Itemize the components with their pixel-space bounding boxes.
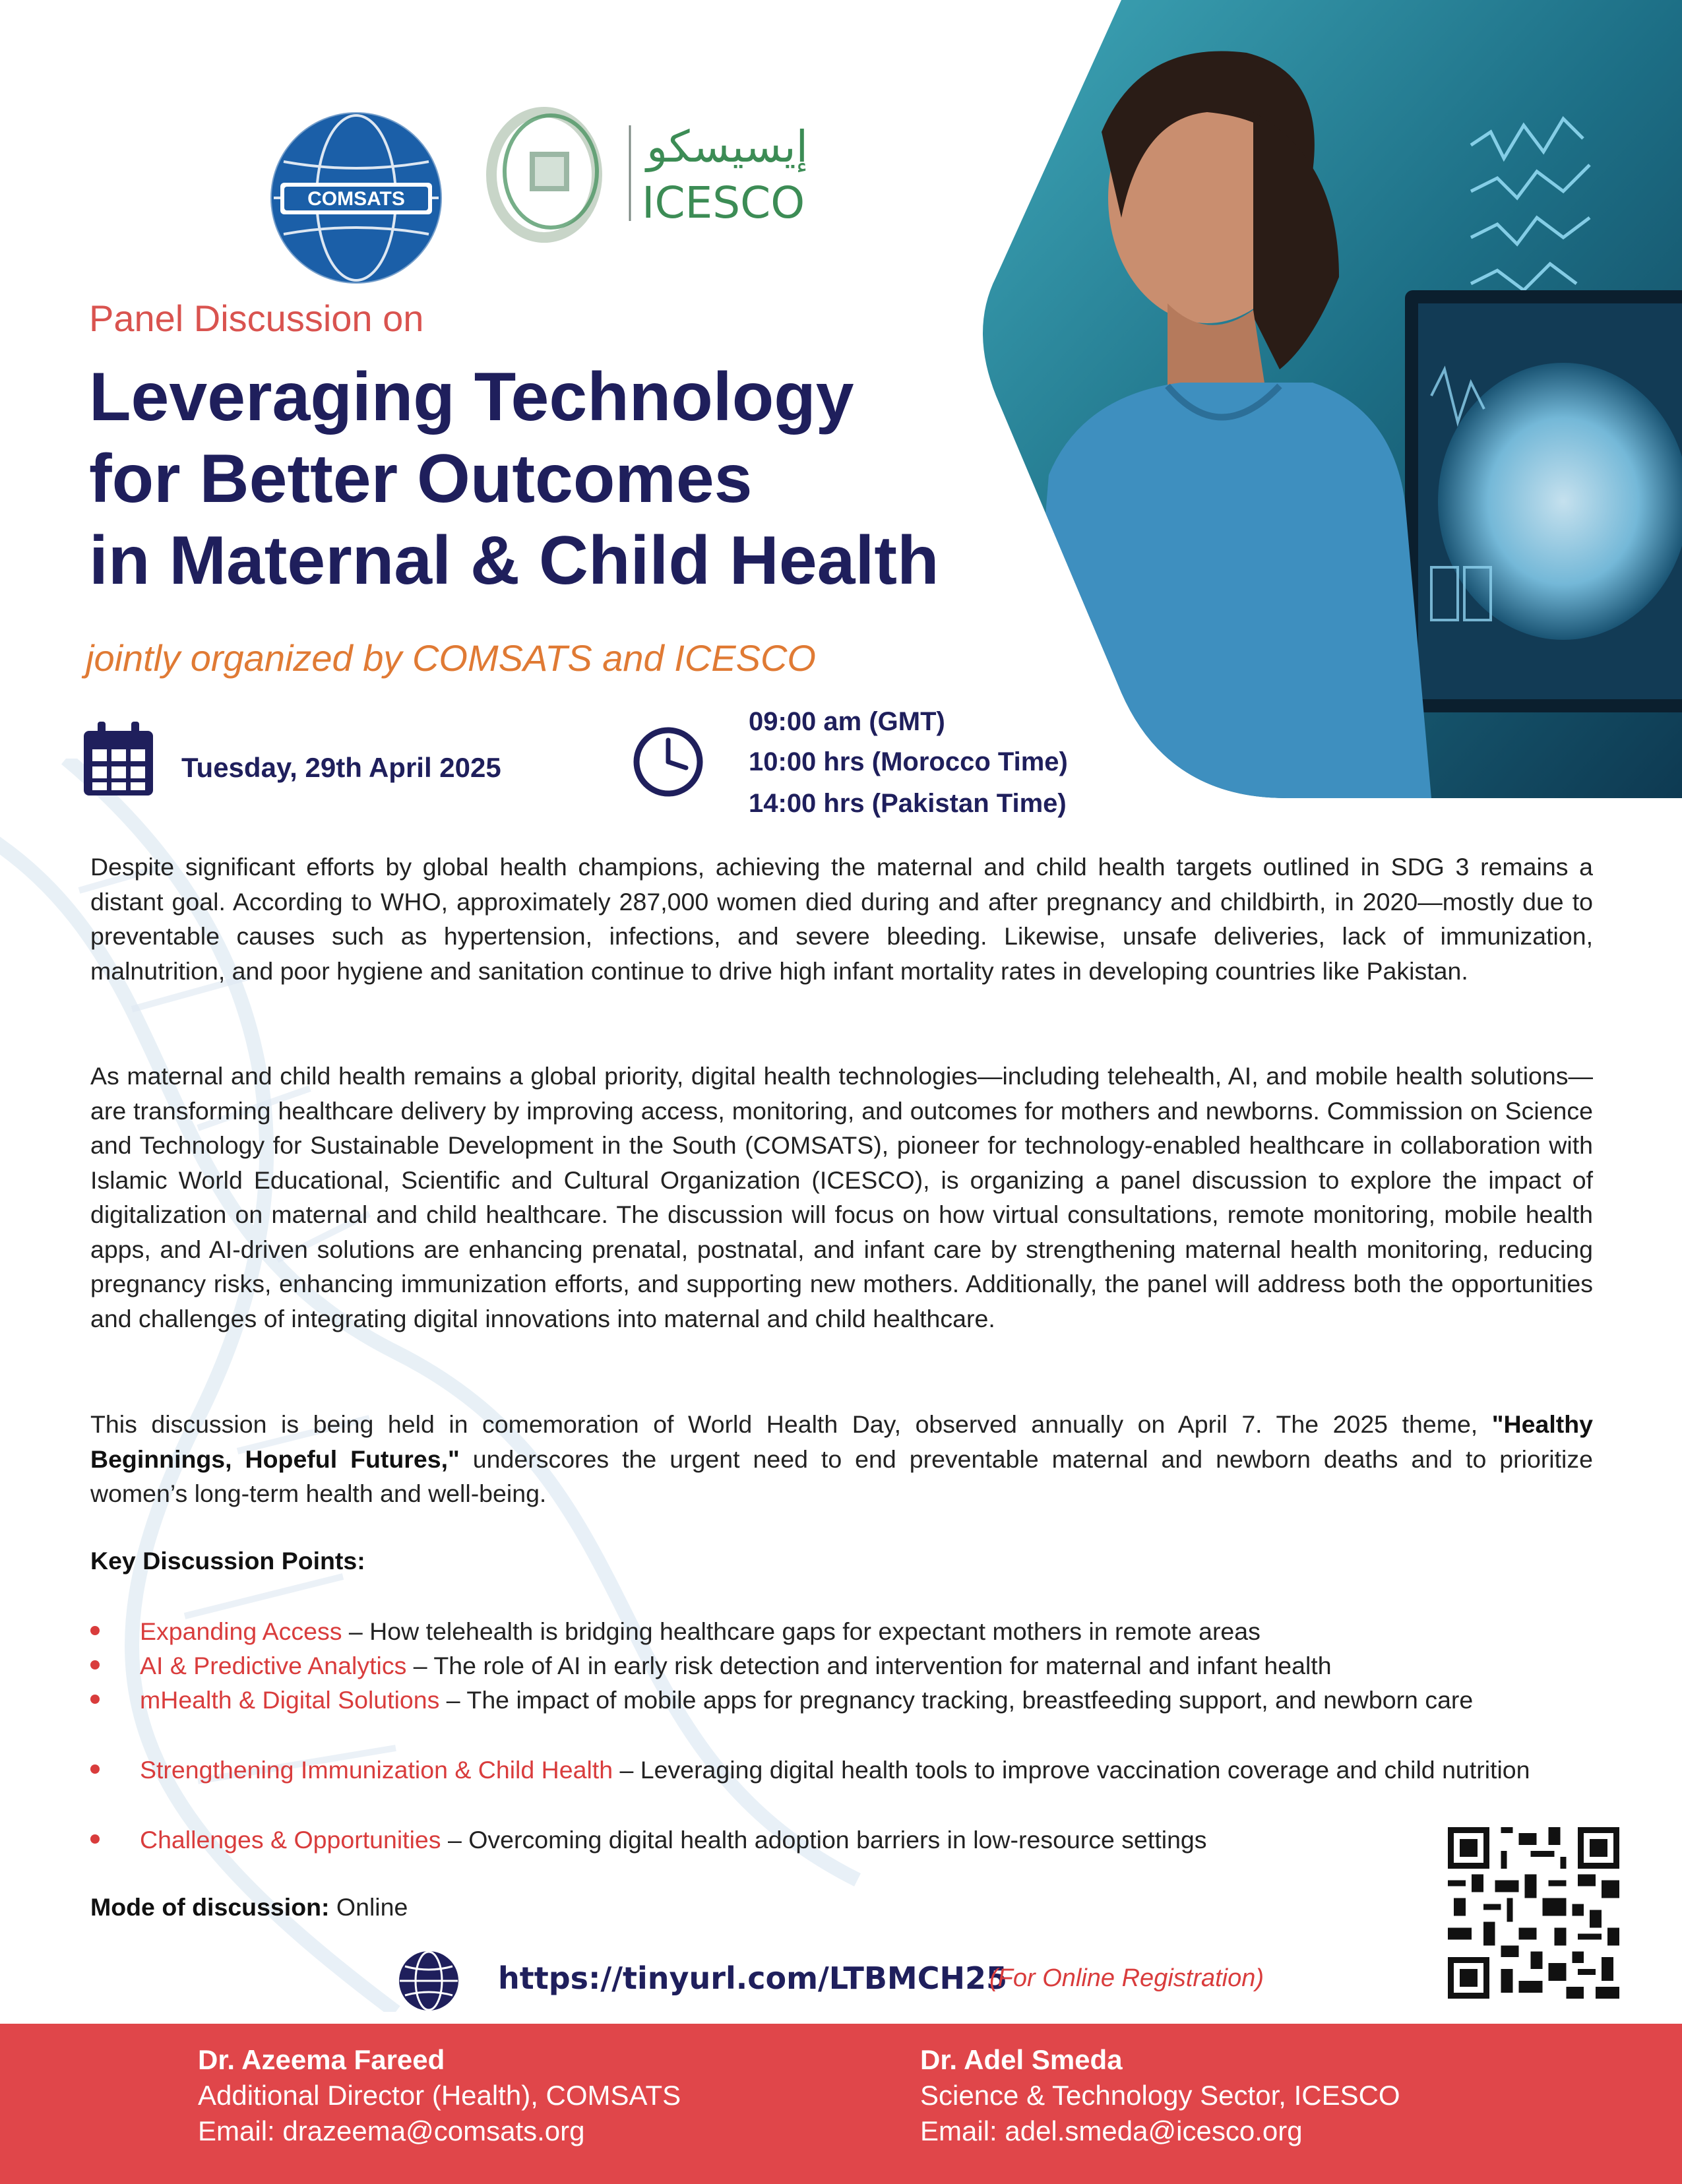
icesco-arabic-text: إيسيسكو [646, 121, 808, 172]
registration-link[interactable]: https://tinyurl.com/LTBMCH25 [498, 1960, 1007, 1996]
world-health-day-paragraph [90, 1407, 1593, 1511]
globe-icon [397, 1949, 460, 2012]
theme-name: "Healthy Beginnings, Hopeful Futures," [90, 1410, 1593, 1473]
mode-label: Mode of discussion: [90, 1893, 330, 1921]
eyebrow-text: Panel Discussion on [89, 297, 424, 339]
key-point-term: Strengthening Immunization & Child Health [140, 1756, 613, 1784]
key-point-item [90, 1614, 1593, 1649]
footer-contacts [0, 2024, 1682, 2184]
key-point-text: – How telehealth is bridging healthcare gaps for expectant mothers in remote areas [342, 1617, 1261, 1645]
key-point-text: – The impact of mobile apps for pregnancy tracking, breastfeeding support, and newborn care [439, 1686, 1474, 1714]
comsats-logo [267, 109, 445, 287]
key-point-term: mHealth & Digital Solutions [140, 1686, 440, 1714]
title-line-3: in Maternal & Child Health [89, 522, 939, 599]
bullet-icon [90, 1764, 100, 1774]
page-title [89, 356, 1078, 602]
title-line-1: Leveraging Technology [89, 359, 854, 435]
key-point-text: – The role of AI in early risk detection and intervention for maternal and infant health [406, 1652, 1332, 1679]
subtitle: jointly organized by COMSATS and ICESCO [86, 637, 816, 679]
time-gmt: 09:00 am (GMT) [749, 707, 945, 736]
icesco-logo [478, 86, 821, 251]
key-point-term: Challenges & Opportunities [140, 1826, 441, 1854]
registration-note: (For Online Registration) [989, 1964, 1264, 1992]
key-point-term: AI & Predictive Analytics [140, 1652, 407, 1679]
contact-email[interactable]: Email: drazeema@comsats.org [198, 2115, 585, 2146]
bullet-icon [90, 1660, 100, 1669]
calendar-icon [80, 719, 156, 798]
icesco-logo-text: ICESCO [642, 177, 805, 228]
event-date: Tuesday, 29th April 2025 [181, 752, 501, 783]
title-line-2: for Better Outcomes [89, 441, 753, 517]
contact-card-comsats [198, 2042, 681, 2149]
key-point-item [90, 1753, 1593, 1788]
key-points-title: Key Discussion Points: [90, 1547, 365, 1575]
contact-name: Dr. Azeema Fareed [198, 2044, 445, 2075]
mode-value: Online [329, 1893, 408, 1921]
key-point-text: – Overcoming digital health adoption barriers in low-resource settings [441, 1826, 1207, 1854]
paragraph3-after: underscores the urgent need to end preventable maternal and newborn deaths and to prioritize women’s long-term health and well-being. [90, 1445, 1593, 1507]
intro-paragraph: Despite significant efforts by global health champions, achieving the maternal and child health targets outlined in SDG 3 remains a distant goal. According to WHO, approximately 287,000 women died during and after pregnancy and childbirth, in 2020—mostly due to preventable causes such as hypertension, infections, and severe bleeding. Likewise, unsafe deliveries, lack of immunization, malnutrition, and poor hygiene and sanitation continue to drive high infant mortality rates in developing countries like Pakistan. [90, 853, 1593, 985]
key-point-item [90, 1683, 1593, 1718]
qr-code[interactable] [1448, 1827, 1619, 1999]
contact-role: Science & Technology Sector, ICESCO [920, 2080, 1400, 2111]
key-point-item [90, 1648, 1593, 1683]
bullet-icon [90, 1695, 100, 1704]
bullet-icon [90, 1834, 100, 1844]
mode-of-discussion [90, 1893, 408, 1921]
key-point-item [90, 1823, 1593, 1857]
key-point-text: – Leveraging digital health tools to improve vaccination coverage and child nutrition [613, 1756, 1530, 1784]
contact-email[interactable]: Email: adel.smeda@icesco.org [920, 2115, 1303, 2146]
contact-name: Dr. Adel Smeda [920, 2044, 1123, 2075]
time-morocco: 10:00 hrs (Morocco Time) [749, 747, 1068, 776]
bullet-icon [90, 1626, 100, 1635]
paragraph3-before: This discussion is being held in comemoration of World Health Day, observed annually on April 7. The 2025 theme, [90, 1410, 1492, 1438]
context-paragraph: As maternal and child health remains a global priority, digital health technologies—including telehealth, AI, and mobile health solutions—are transforming healthcare delivery by improving access, monitoring, and outcomes for mothers and newborns. Commission on Science and Technology for Sustainable Development in the South (COMSATS), pioneer for technology-enabled healthcare in collaboration with Islamic World Educational, Scientific and Cultural Organization (ICESCO), is organizing a panel discussion to explore the impact of digitalization on maternal and child healthcare. The discussion will focus on how virtual consultations, remote monitoring, mobile health apps, and AI-driven solutions are enhancing prenatal, postnatal, and infant care by strengthening maternal health monitoring, reducing pregnancy risks, enhancing immunization efforts, and supporting new mothers. Additionally, the panel will address both the opportunities and challenges of integrating digital innovations into maternal and child healthcare. [90, 1062, 1593, 1332]
contact-card-icesco [920, 2042, 1400, 2149]
clock-icon [632, 726, 704, 798]
comsats-logo-text: COMSATS [307, 188, 405, 210]
time-pakistan: 14:00 hrs (Pakistan Time) [749, 789, 1067, 818]
contact-role: Additional Director (Health), COMSATS [198, 2080, 681, 2111]
key-point-term: Expanding Access [140, 1617, 342, 1645]
